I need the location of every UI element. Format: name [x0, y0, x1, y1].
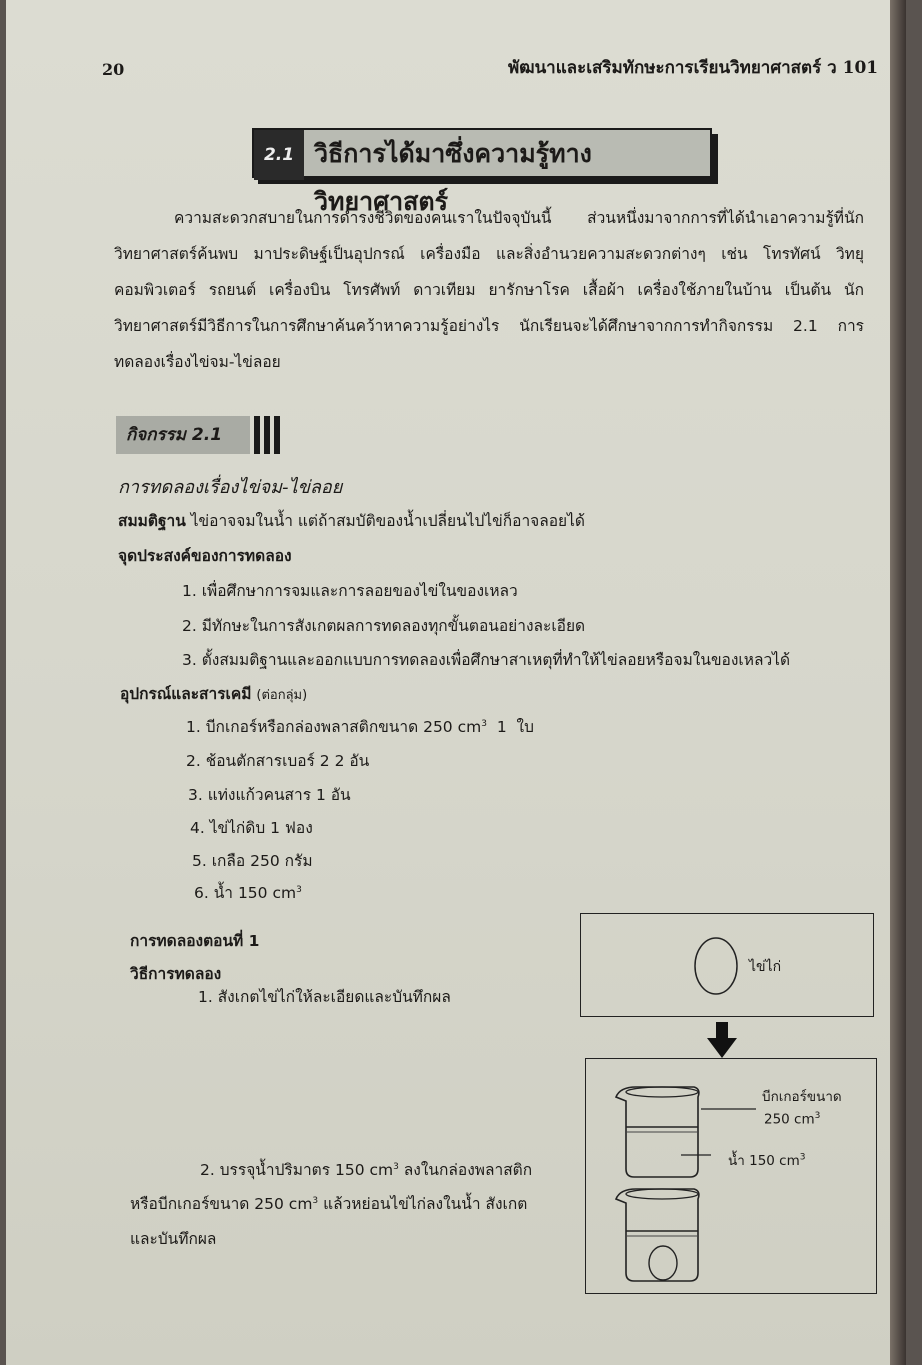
material-item: [186, 714, 534, 739]
material-item: 5. เกลือ 250 กรัม: [192, 852, 313, 870]
page-number: 20: [102, 60, 125, 79]
activity-bar-decoration: [274, 416, 280, 454]
step2-text-end: ลงในกล่องพลาสติก: [398, 1161, 533, 1179]
down-arrow-icon: [704, 1020, 740, 1060]
method-heading: วิธีการทดลอง: [130, 965, 222, 983]
activity-bar-decoration: [264, 416, 270, 454]
hypothesis-line: [118, 508, 585, 533]
materials-note: (ต่อกลุ่ม): [256, 688, 308, 703]
beaker-water-icon: [616, 1087, 699, 1177]
hypothesis-label: สมมติฐาน: [118, 512, 186, 530]
section-number: 2.1: [254, 130, 304, 180]
objective-item: 2. มีทักษะในการสังเกตผลการทดลองทุกขั้นตอนอย่างละเอียด: [182, 617, 586, 635]
water-label-text: น้ำ 150 cm: [728, 1153, 800, 1169]
method-step-1: 1. สังเกตไข่ไก่ให้ละเอียดและบันทึกผล: [198, 988, 451, 1006]
activity-bar-decoration: [254, 416, 260, 454]
step2-text: หรือบีกเกอร์ขนาด 250 cm: [130, 1195, 313, 1213]
hypothesis-text: ไข่อาจจมในน้ำ แต่ถ้าสมบัติของน้ำเปลี่ยนไปไข่ก็อาจลอยได้: [190, 512, 585, 530]
step2-sup: 3: [312, 1195, 319, 1206]
part-heading: การทดลองตอนที่ 1: [130, 932, 260, 950]
materials-heading-line: [120, 681, 307, 706]
beaker-size-text: 250 cm: [764, 1111, 815, 1128]
activity-label: กิจกรรม 2.1: [126, 425, 223, 445]
page-edge: [890, 0, 906, 1365]
objective-item: 1. เพื่อศึกษาการจมและการลอยของไข่ในของเหลว: [182, 582, 518, 600]
beaker-size-sup: 3: [814, 1111, 821, 1121]
material-sup: 3: [296, 884, 302, 895]
section-heading: [252, 128, 712, 216]
running-title: พัฒนาและเสริมทักษะการเรียนวิทยาศาสตร์ ว 101: [508, 58, 879, 78]
material-item: 4. ไข่ไก่ดิบ 1 ฟอง: [190, 819, 313, 837]
activity-label-box: [116, 416, 250, 454]
egg-label: ไข่ไก่: [749, 959, 782, 975]
material-item: [194, 880, 302, 905]
egg-figure-box: [580, 913, 874, 1017]
intro-paragraph: ความสะดวกสบายในการดำรงชีวิตของคนเราในปัจจุบันนี้ ส่วนหนึ่งมาจากการที่ได้นำเอาความรู้ที่นักวิทยาศาสตร์ค้นพบ มาประดิษฐ์เป็นอุปกรณ์ เครื่องมือ และสิ่งอำนวยความสะดวกต่างๆ เช่น โทรทัศน์ วิทยุ คอมพิวเตอร์ รถยนต์ เครื่องบิน โทรศัพท์ ดาวเทียม ยารักษาโรค เสื้อผ้า เครื่องใช้ภายในบ้าน เป็นต้น นักวิทยาศาสตร์มีวิธีการในการศึกษาค้นคว้าหาความรู้อย่างไร นักเรียนจะได้ศึกษาจากการทำกิจกรรม 2.1 การทดลองเรื่องไข่จม-ไข่ลอย: [114, 209, 864, 371]
beaker-label: บีกเกอร์ขนาด: [762, 1089, 842, 1105]
egg-drawing: [581, 914, 873, 1016]
material-item: 2. ช้อนตักสารเบอร์ 2 2 อัน: [186, 752, 370, 770]
step2-text-end: แล้วหย่อนไข่ไก่ลงในน้ำ สังเกต: [318, 1195, 528, 1213]
beaker-egg-icon: [616, 1189, 699, 1281]
beaker-figure-box: [585, 1058, 877, 1294]
egg-icon: [695, 938, 737, 994]
method-step-2-line1: [200, 1157, 532, 1182]
step2-text: 2. บรรจุน้ำปริมาตร 150 cm: [200, 1161, 394, 1179]
material-text: 1. บีกเกอร์หรือกล่องพลาสติกขนาด 250 cm: [186, 718, 482, 736]
method-step-2-line2: [130, 1191, 527, 1216]
water-label-sup: 3: [799, 1152, 806, 1163]
step2-sup: 3: [393, 1161, 399, 1172]
objective-item: 3. ตั้งสมมติฐานและออกแบบการทดลองเพื่อศึกษาสาเหตุที่ทำให้ไข่ลอยหรือจมในของเหลวได้: [182, 651, 791, 669]
materials-heading: อุปกรณ์และสารเคมี: [120, 685, 252, 703]
beaker-size-label: [764, 1111, 820, 1128]
section-title: วิธีการได้มาซึ่งความรู้ทางวิทยาศาสตร์: [314, 139, 592, 216]
water-label: [728, 1149, 805, 1171]
material-text: 6. น้ำ 150 cm: [194, 884, 297, 902]
material-item: 3. แท่งแก้วคนสาร 1 อัน: [188, 786, 351, 804]
material-text-end: 1 ใบ: [486, 718, 534, 736]
activity-title: การทดลองเรื่องไข่จม-ไข่ลอย: [118, 477, 343, 498]
section-heading-box: [252, 128, 712, 216]
method-step-2-line3: และบันทึกผล: [130, 1230, 217, 1248]
material-sup: 3: [481, 718, 487, 729]
objectives-heading: จุดประสงค์ของการทดลอง: [118, 547, 292, 565]
